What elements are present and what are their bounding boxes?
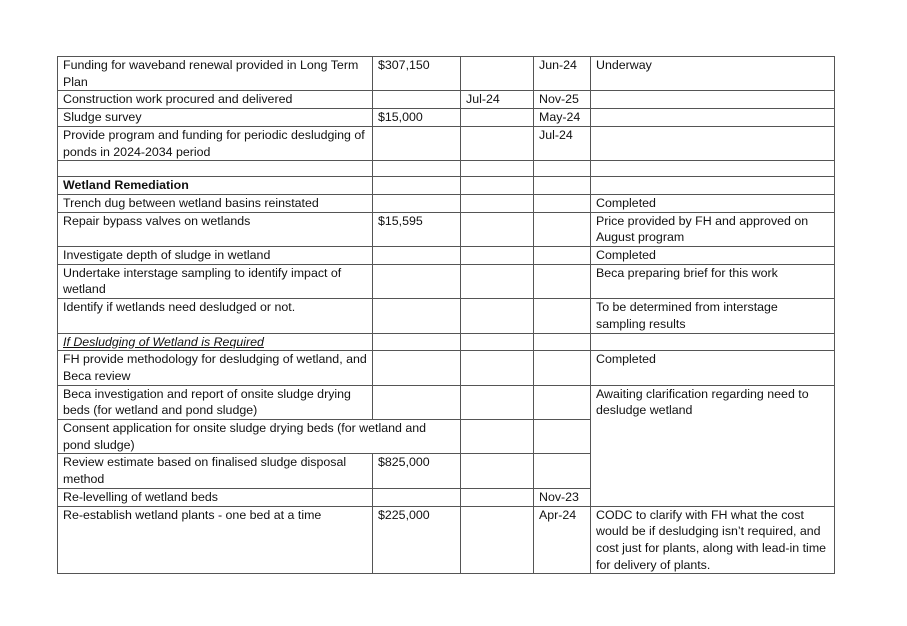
section-header-row [58,177,835,195]
start-cell [461,57,534,91]
task-cell: Investigate depth of sludge in wetland [58,247,373,265]
due-cell [534,299,591,333]
cost-cell: $825,000 [373,454,461,488]
start-cell [461,126,534,160]
due-cell [534,454,591,488]
status-cell: Completed [591,351,835,385]
task-cell-merged: Consent application for onsite sludge drying beds (for wetland and pond sludge) [58,420,461,454]
start-cell [461,161,534,177]
due-cell [534,161,591,177]
subsection-header-row [58,333,835,351]
status-cell: CODC to clarify with FH what the cost would be if desludging isn’t required, and cost just for plants, along with lead-in time for delivery of plants. [591,506,835,574]
status-cell: Completed [591,247,835,265]
cost-cell [373,247,461,265]
table-row [58,385,835,419]
cost-cell: $15,000 [373,109,461,127]
status-cell [591,161,835,177]
due-cell: Nov-25 [534,91,591,109]
table-row [58,126,835,160]
status-cell: To be determined from interstage sampling results [591,299,835,333]
status-cell: Price provided by FH and approved on August program [591,212,835,246]
cost-cell: $225,000 [373,506,461,574]
due-cell [534,247,591,265]
task-cell: Sludge survey [58,109,373,127]
task-cell: FH provide methodology for desludging of wetland, and Beca review [58,351,373,385]
cost-cell [373,299,461,333]
due-cell [534,420,591,454]
status-cell: Underway [591,57,835,91]
task-cell: Provide program and funding for periodic desludging of ponds in 2024-2034 period [58,126,373,160]
due-cell: Apr-24 [534,506,591,574]
cost-cell [373,385,461,419]
start-cell [461,488,534,506]
due-cell [534,351,591,385]
cost-cell [373,194,461,212]
project-status-table [57,56,835,574]
cost-cell [373,161,461,177]
start-cell [461,506,534,574]
table-row [58,212,835,246]
task-cell: Trench dug between wetland basins reinstated [58,194,373,212]
cost-cell [373,126,461,160]
task-cell: Re-levelling of wetland beds [58,488,373,506]
due-cell [534,212,591,246]
table-row [58,351,835,385]
cost-cell [373,351,461,385]
cost-cell [373,333,461,351]
subsection-heading: If Desludging of Wetland is Required [58,333,373,351]
start-cell [461,351,534,385]
table-row [58,247,835,265]
task-cell: Undertake interstage sampling to identify impact of wetland [58,264,373,298]
start-cell [461,194,534,212]
due-cell: Jul-24 [534,126,591,160]
due-cell: Nov-23 [534,488,591,506]
table-row [58,109,835,127]
cost-cell [373,488,461,506]
cost-cell [373,91,461,109]
status-cell [591,333,835,351]
status-cell [591,109,835,127]
due-cell: Jun-24 [534,57,591,91]
due-cell: May-24 [534,109,591,127]
start-cell [461,212,534,246]
task-cell: Funding for waveband renewal provided in Long Term Plan [58,57,373,91]
section-heading: Wetland Remediation [58,177,373,195]
start-cell [461,247,534,265]
start-cell [461,299,534,333]
table-row [58,194,835,212]
start-cell [461,420,534,454]
cost-cell: $307,150 [373,57,461,91]
due-cell [534,264,591,298]
table-row [58,264,835,298]
start-cell: Jul-24 [461,91,534,109]
due-cell [534,385,591,419]
task-cell: Repair bypass valves on wetlands [58,212,373,246]
status-cell: Beca preparing brief for this work [591,264,835,298]
table-row [58,57,835,91]
due-cell [534,177,591,195]
table-row [58,506,835,574]
spacer-row [58,161,835,177]
due-cell [534,194,591,212]
task-cell: Identify if wetlands need desludged or not. [58,299,373,333]
status-cell [591,126,835,160]
start-cell [461,109,534,127]
table-row [58,299,835,333]
cost-cell: $15,595 [373,212,461,246]
table-row [58,91,835,109]
status-cell [591,177,835,195]
due-cell [534,333,591,351]
start-cell [461,264,534,298]
task-cell: Re-establish wetland plants - one bed at a time [58,506,373,574]
status-cell: Completed [591,194,835,212]
status-cell-merged: Awaiting clarification regarding need to desludge wetland [591,385,835,506]
start-cell [461,333,534,351]
cost-cell [373,264,461,298]
task-cell: Construction work procured and delivered [58,91,373,109]
start-cell [461,385,534,419]
task-cell [58,161,373,177]
status-cell [591,91,835,109]
start-cell [461,454,534,488]
start-cell [461,177,534,195]
task-cell: Review estimate based on finalised sludge disposal method [58,454,373,488]
cost-cell [373,177,461,195]
task-cell: Beca investigation and report of onsite sludge drying beds (for wetland and pond sludge) [58,385,373,419]
